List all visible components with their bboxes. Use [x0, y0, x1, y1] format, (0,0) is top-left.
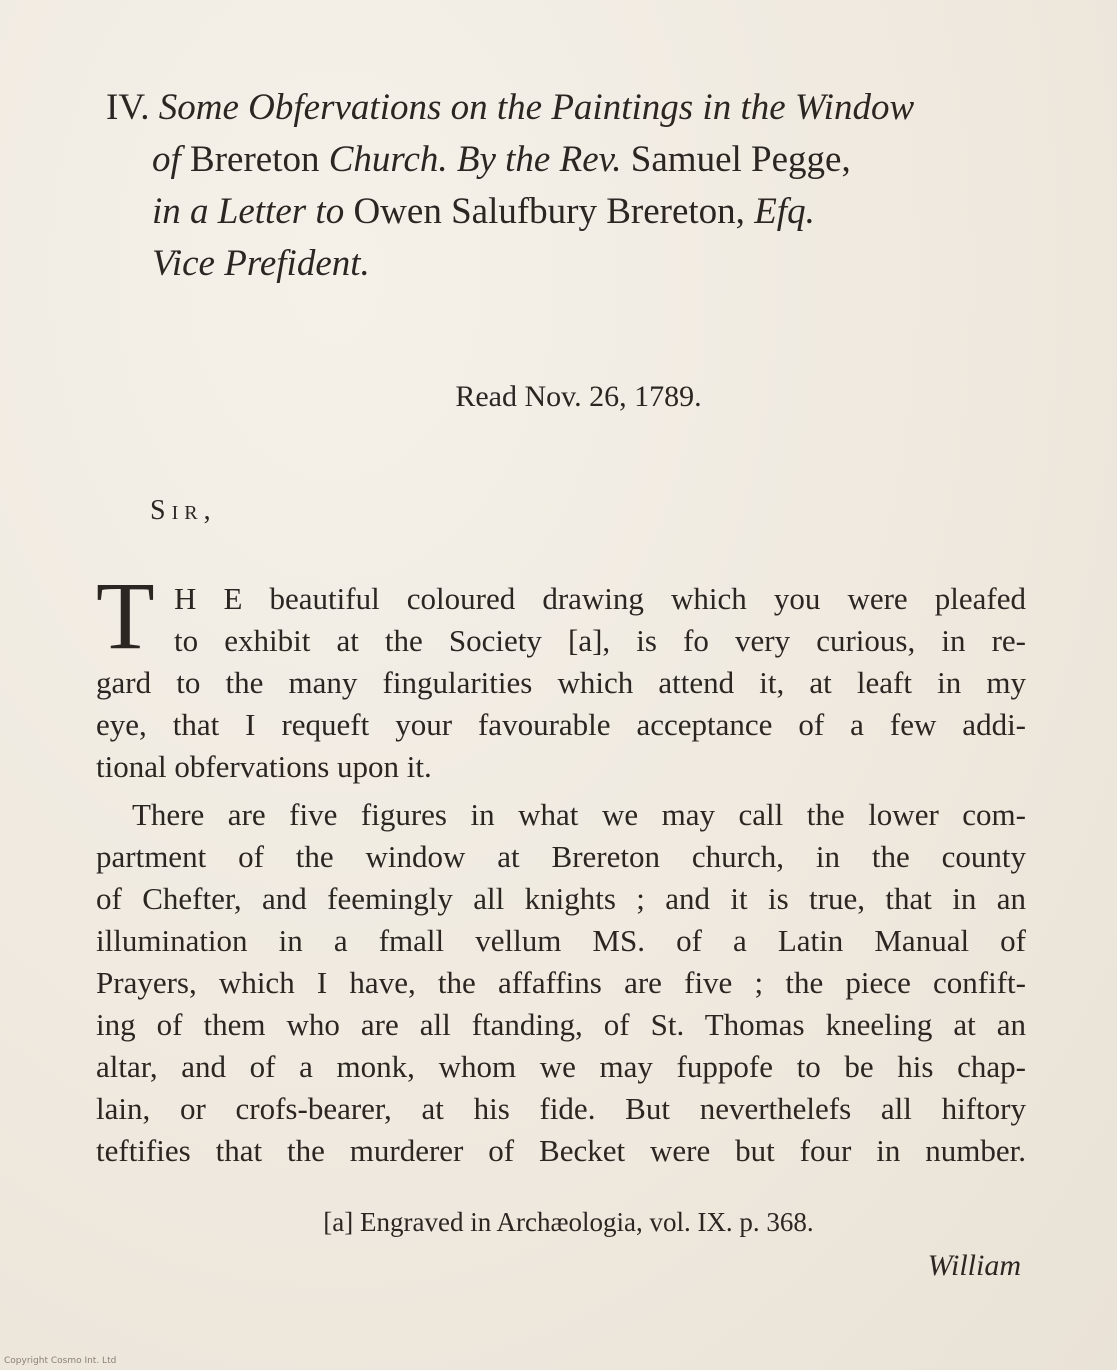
text-line: lain, or crofs-bearer, at his fide. But neverthelefs all hiftory [96, 1091, 1026, 1126]
recipient-office: Vice Prefident. [152, 243, 370, 284]
catchword: William [927, 1249, 1021, 1282]
text-line: to exhibit at the Society [a], is fo very curious, in re- [174, 623, 1026, 658]
title-text: Some Obfervations on the Paintings in the Window [158, 87, 915, 128]
text-line: illumination in a fmall vellum MS. of a Latin Manual of [96, 923, 1026, 958]
place-name: Brereton [190, 139, 320, 180]
title-line-3 [106, 186, 1036, 238]
author-name: Samuel Pegge, [630, 139, 851, 180]
text-line: of Chefter, and feemingly all knights ; and it is true, that in an [96, 881, 1026, 916]
text-line: There are five figures in what we may call the lower com- [132, 797, 1026, 832]
paragraph-2 [96, 794, 1026, 1172]
salutation: Sir, [150, 495, 217, 526]
text-line: H E beautiful coloured drawing which you were pleafed [174, 581, 1026, 616]
title-byline: Church. By the Rev. [328, 139, 622, 180]
article-title [106, 82, 1036, 290]
text-line: gard to the many fingularities which attend it, at leaft in my [96, 665, 1026, 700]
letter-body [96, 578, 1026, 1172]
article-number: IV. [106, 87, 150, 128]
footnote: [a] Engraved in Archæologia, vol. IX. p. 368. [323, 1207, 814, 1237]
recipient-title: Efq. [754, 191, 815, 232]
title-line-2 [106, 134, 1036, 186]
title-word: of [152, 139, 181, 180]
title-recipient-intro: in a Letter to [152, 191, 345, 232]
paragraph-1 [96, 578, 1026, 788]
text-line: ing of them who are all ftanding, of St. Thomas kneeling at an [96, 1007, 1026, 1042]
text-line: eye, that I requeft your favourable acceptance of a few addi- [96, 707, 1026, 742]
text-line: teftifies that the murderer of Becket were but four in number. [96, 1133, 1026, 1168]
drop-cap: T [96, 562, 155, 669]
title-line-4 [106, 238, 1036, 290]
recipient-name: Owen Salufbury Brereton, [353, 191, 745, 232]
text-line: partment of the window at Brereton church, in the county [96, 839, 1026, 874]
title-line-1 [106, 82, 1036, 134]
read-date: Read Nov. 26, 1789. [455, 380, 702, 413]
text-line: tional obfervations upon it. [96, 749, 432, 784]
text-line: Prayers, which I have, the affaffins are five ; the piece confift- [96, 965, 1026, 1000]
text-line: altar, and of a monk, whom we may fuppofe to be his chap- [96, 1049, 1026, 1084]
copyright-watermark: Copyright Cosmo Int. Ltd [4, 1356, 117, 1366]
